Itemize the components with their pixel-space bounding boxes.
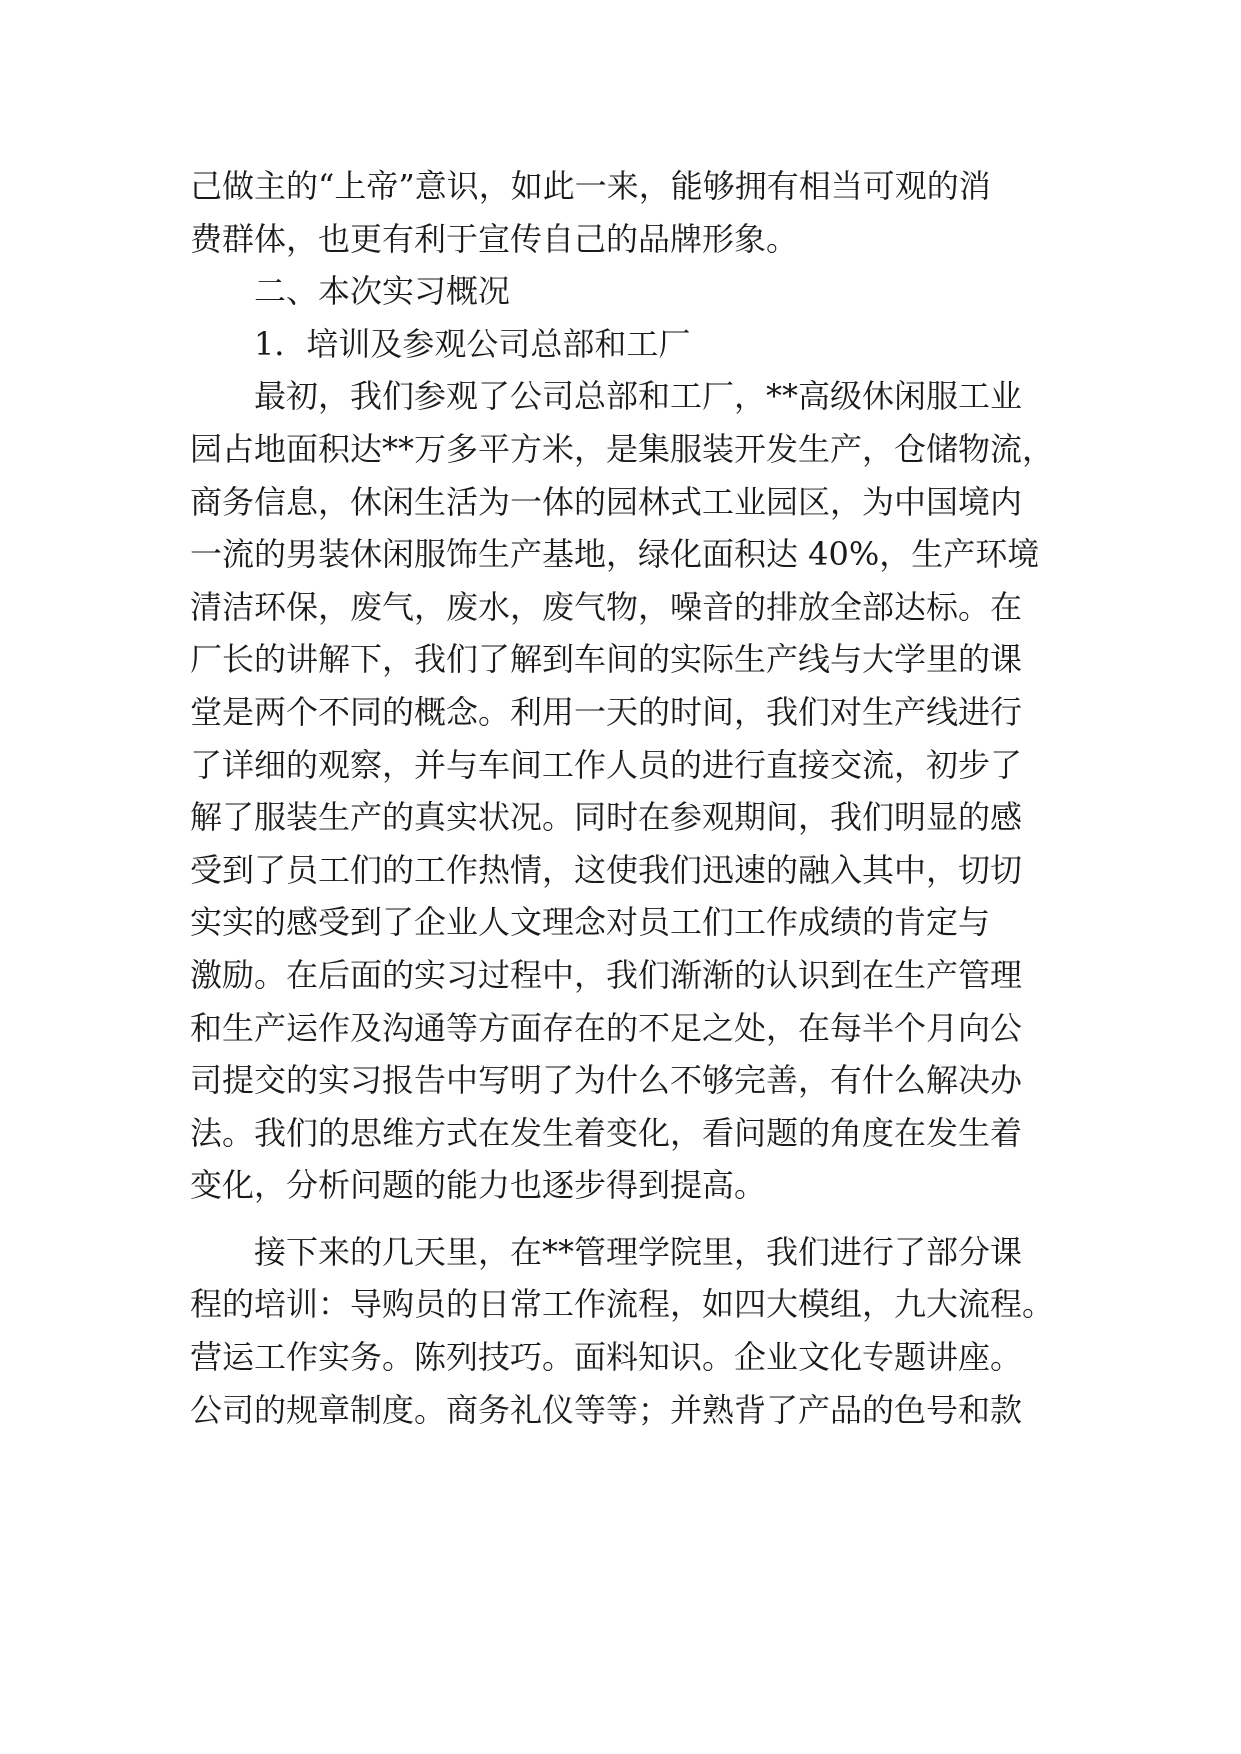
- text-line: 一流的男装休闲服饰生产基地，绿化面积达 40%，生产环境: [190, 535, 1040, 574]
- text-line: 最初，我们参观了公司总部和工厂，**高级休闲服工业: [190, 377, 1023, 416]
- text-line: 接下来的几天里，在**管理学院里，我们进行了部分课: [190, 1232, 1023, 1271]
- text-line: 营运工作实务。陈列技巧。面料知识。企业文化专题讲座。: [190, 1338, 1023, 1377]
- text-line: 法。我们的思维方式在发生着变化，看问题的角度在发生着: [190, 1113, 1023, 1152]
- text-line: 司提交的实习报告中写明了为什么不够完善，有什么解决办: [190, 1061, 1023, 1100]
- text-line: 公司的规章制度。商务礼仪等等；并熟背了产品的色号和款: [190, 1390, 1023, 1429]
- text-line: 己做主的“上帝”意识，如此一来，能够拥有相当可观的消: [190, 167, 991, 205]
- text-line: 了详细的观察，并与车间工作人员的进行直接交流，初步了: [190, 745, 1023, 784]
- text-line: 堂是两个不同的概念。利用一天的时间，我们对生产线进行: [190, 692, 1023, 731]
- subsection-heading: 1．培训及参观公司总部和工厂: [190, 324, 691, 363]
- paragraph-gap: [190, 1212, 1070, 1226]
- text-line: 程的培训：导购员的日常工作流程，如四大模组，九大流程。: [190, 1285, 1055, 1324]
- text-line: 变化，分析问题的能力也逐步得到提高。: [190, 1166, 767, 1205]
- text-line: 受到了员工们的工作热情，这使我们迅速的融入其中，切切: [190, 850, 1023, 889]
- text-line: 清洁环保，废气，废水，废气物，噪音的排放全部达标。在: [190, 587, 1023, 626]
- text-line: 实实的感受到了企业人文理念对员工们工作成绩的肯定与: [190, 903, 991, 942]
- text-line: 解了服装生产的真实状况。同时在参观期间，我们明显的感: [190, 798, 1023, 837]
- section-heading: 二、本次实习概况: [190, 272, 511, 311]
- text-line: 激励。在后面的实习过程中，我们渐渐的认识到在生产管理: [190, 955, 1023, 994]
- text-line: 和生产运作及沟通等方面存在的不足之处，在每半个月向公: [190, 1008, 1023, 1047]
- text-line: 园占地面积达**万多平方米，是集服装开发生产，仓储物流，: [190, 429, 1055, 468]
- body-text: [190, 160, 1070, 1436]
- text-line: 商务信息，休闲生活为一体的园林式工业园区，为中国境内: [190, 482, 1023, 521]
- text-line: 费群体，也更有利于宣传自己的品牌形象。: [190, 219, 799, 258]
- text-line: 厂长的讲解下，我们了解到车间的实际生产线与大学里的课: [190, 640, 1023, 679]
